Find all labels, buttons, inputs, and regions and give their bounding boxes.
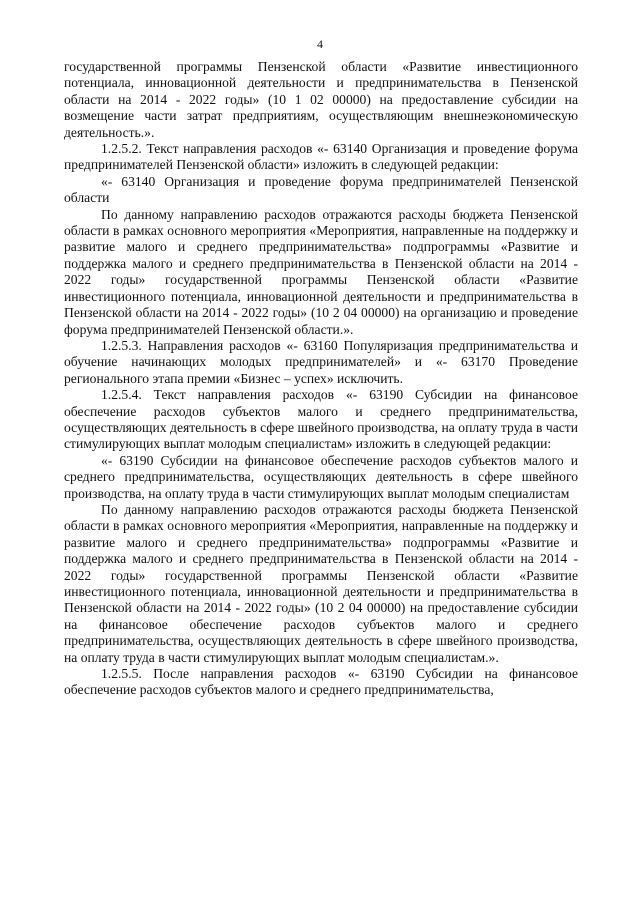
paragraph-continuation: государственной программы Пензенской области «Развитие инвестиционного потенциала, инновационной деятельности и предпринимательства в Пензенской области на 2014 - 2022 годы» (10 1 02 00000) на предоставление субсидии на возмещение части затрат предприятиям, осуществляющим внешнеэкономическую деятельность.». (64, 59, 578, 140)
document-body (64, 59, 578, 699)
paragraph-1-2-5-4: 1.2.5.4. Текст направления расходов «- 63190 Субсидии на финансовое обеспечение расходов субъектов малого и среднего предпринимательства, осуществляющих деятельность в сфере швейного производства, на оплату труда в части стимулирующих выплат молодым специалистам» изложить в следующей редакции: (64, 387, 578, 452)
paragraph-1-2-5-2: 1.2.5.2. Текст направления расходов «- 63140 Организация и проведение форума предпринимателей Пензенской области» изложить в следующей редакции: (64, 141, 578, 173)
paragraph-1-2-5-3: 1.2.5.3. Направления расходов «- 63160 Популяризация предпринимательства и обучение начинающих молодых предпринимателей» и «- 63170 Проведение регионального этапа премии «Бизнес – успех» исключить. (64, 337, 578, 386)
page-number: 4 (317, 37, 323, 51)
paragraph-quote-63190-heading: «- 63190 Субсидии на финансовое обеспечение расходов субъектов малого и среднего предпринимательства, осуществляющих деятельность в сфере швейного производства, на оплату труда в части стимулирующих выплат молодым специалистам (64, 452, 578, 501)
paragraph-quote-63140-heading: «- 63140 Организация и проведение форума предпринимателей Пензенской области (64, 173, 578, 206)
paragraph-63140-description: По данному направлению расходов отражаются расходы бюджета Пензенской области в рамках основного мероприятия «Мероприятия, направленные на поддержку и развитие малого и среднего предпринимательства» подпрограммы «Развитие и поддержка малого и среднего предпринимательства в Пензенской области на 2014 - 2022 годы» государственной программы Пензенской области «Развитие инвестиционного потенциала, инновационной деятельности и предпринимательства в Пензенской области на 2014 - 2022 годы» (10 2 04 00000) на организацию и проведение форума предпринимателей Пензенской области.». (64, 206, 578, 337)
paragraph-1-2-5-5: 1.2.5.5. После направления расходов «- 63190 Субсидии на финансовое обеспечение расходов субъектов малого и среднего предпринимательства, (64, 666, 578, 698)
paragraph-63190-description: По данному направлению расходов отражаются расходы бюджета Пензенской области в рамках основного мероприятия «Мероприятия, направленные на поддержку и развитие малого и среднего предпринимательства» подпрограммы «Развитие и поддержка малого и среднего предпринимательства в Пензенской области на 2014 - 2022 годы» государственной программы Пензенской области «Развитие инвестиционного потенциала, инновационной деятельности и предпринимательства в Пензенской области на 2014 - 2022 годы» (10 2 04 00000) на предоставление субсидии на финансовое обеспечение расходов субъектов малого и среднего предпринимательства, осуществляющих деятельность в сфере швейного производства, на оплату труда в части стимулирующих выплат молодым специалистам.». (64, 501, 578, 665)
